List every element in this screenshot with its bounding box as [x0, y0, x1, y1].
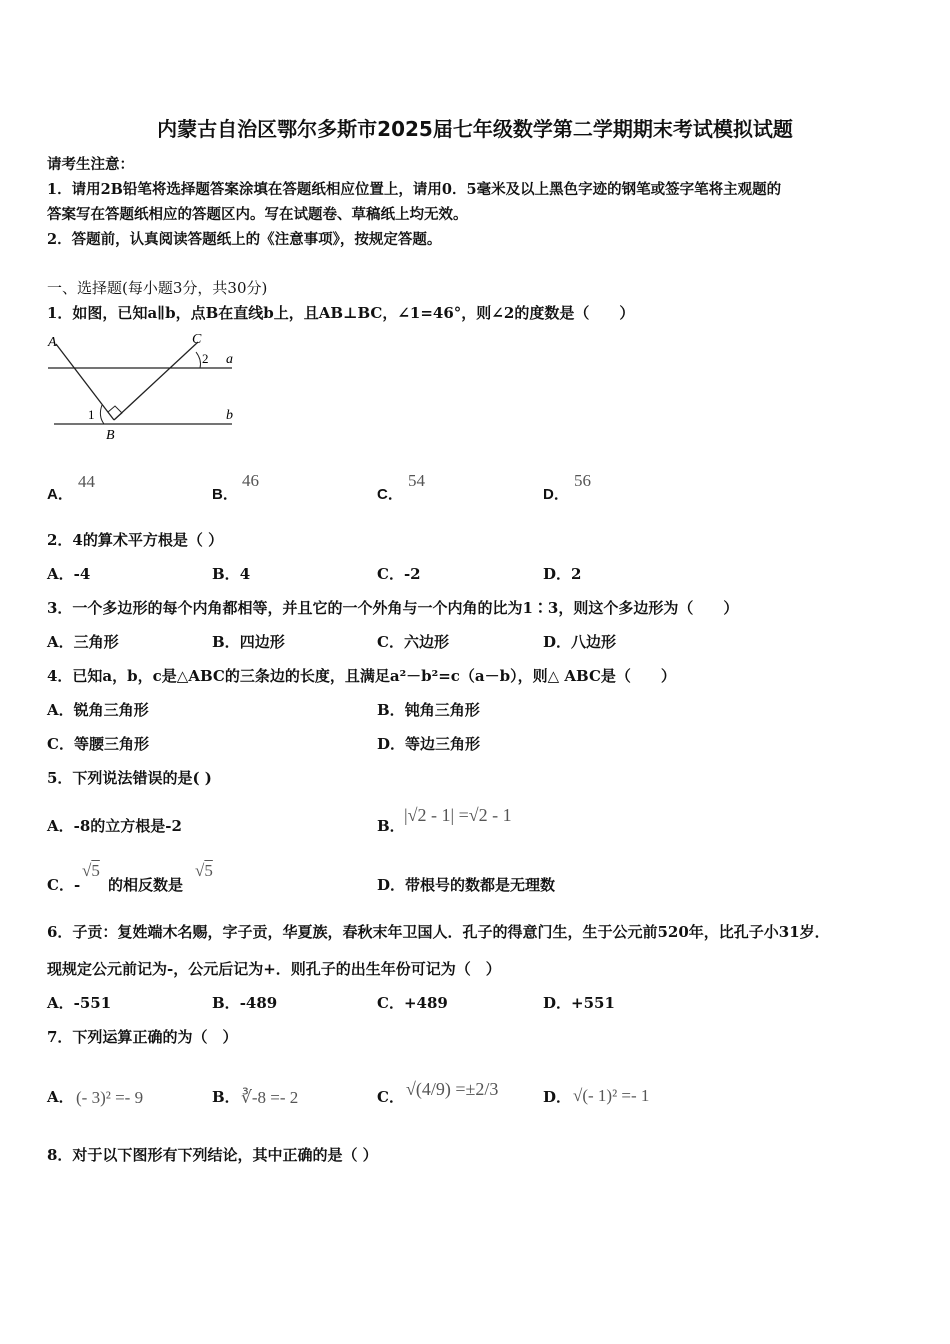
- q4-option-d[interactable]: [377, 733, 480, 754]
- q5-option-a-value: -8的立方根是-2: [73, 817, 182, 835]
- q1-option-c[interactable]: [377, 483, 403, 504]
- q4-option-b-label: B．: [377, 701, 405, 719]
- q5-option-c-label: C．: [47, 876, 74, 894]
- question-2-text: 2．4的算术平方根是（ ）: [47, 531, 224, 549]
- notice-line-2: 答案写在答题纸相应的答题区内。写在试题卷、草稿纸上均无效。: [47, 206, 468, 223]
- q4-option-d-label: D．: [377, 735, 406, 753]
- q7-option-a-label: A．: [47, 1088, 74, 1106]
- q2-option-a-value: -4: [73, 565, 91, 583]
- q6-option-b-value: -489: [239, 994, 278, 1012]
- q6-option-c-label: C．: [377, 994, 404, 1012]
- q6-option-c-value: +489: [403, 994, 448, 1012]
- q5-option-c-radical: √5: [82, 861, 100, 880]
- label-C: C: [192, 332, 202, 347]
- q3-option-a-label: A．: [47, 633, 74, 651]
- q1-option-a-value: 44: [78, 472, 95, 491]
- question-5-text: 5．下列说法错误的是( ): [47, 769, 212, 787]
- q3-option-c-value: 六边形: [403, 633, 449, 651]
- q5-option-b[interactable]: [377, 815, 405, 836]
- q1-option-d[interactable]: [543, 483, 569, 504]
- notice-heading: 请考生注意：: [47, 156, 134, 173]
- q2-option-a-label: A．: [47, 565, 74, 583]
- page-title: 内蒙古自治区鄂尔多斯市2025届七年级数学第二学期期末考试模拟试题: [157, 117, 793, 141]
- q7-option-c-math: √(4/9) =±2/3: [406, 1079, 499, 1099]
- q7-option-b-math: ∛-8 =- 2: [241, 1088, 299, 1107]
- q6-option-a[interactable]: [47, 992, 111, 1013]
- q5-option-c-radicand: 5: [91, 861, 100, 880]
- q5-option-c-pre: -: [73, 876, 81, 894]
- q1-option-d-label: D．: [543, 486, 569, 503]
- q6-option-d-label: D．: [543, 994, 572, 1012]
- q3-option-b-value: 四边形: [239, 633, 285, 651]
- q1-option-b-label: B．: [212, 486, 238, 503]
- q1-option-c-value: 54: [408, 471, 425, 490]
- q3-option-a[interactable]: [47, 631, 119, 652]
- q7-option-c-label: C．: [377, 1088, 404, 1106]
- label-angle-1: 1: [88, 407, 95, 422]
- q2-option-c-value: -2: [403, 565, 421, 583]
- q7-option-d-label: D．: [543, 1088, 572, 1106]
- section-heading: 一、选择题(每小题3分，共30分): [47, 279, 268, 297]
- q5-option-c[interactable]: [47, 874, 80, 895]
- q3-option-d-value: 八边形: [571, 633, 617, 651]
- q1-option-b-value: 46: [242, 471, 259, 490]
- q4-option-b-value: 钝角三角形: [404, 701, 480, 719]
- q5-option-c-radical-2: √5: [195, 861, 213, 880]
- label-B: B: [106, 428, 115, 443]
- q5-option-d[interactable]: [377, 874, 555, 895]
- q2-option-a[interactable]: [47, 563, 90, 584]
- notice-line-3: 2．答题前，认真阅读答题纸上的《注意事项》，按规定答题。: [47, 231, 442, 248]
- q3-option-c-label: C．: [377, 633, 404, 651]
- q3-option-d[interactable]: [543, 631, 616, 652]
- q1-option-c-label: C．: [377, 486, 403, 503]
- label-A: A: [48, 335, 57, 350]
- q3-option-b-label: B．: [212, 633, 240, 651]
- q2-option-c[interactable]: [377, 563, 421, 584]
- question-7-text: 7．下列运算正确的为（ ）: [47, 1028, 238, 1046]
- q4-option-c[interactable]: [47, 733, 149, 754]
- q5-option-b-label: B．: [377, 817, 405, 835]
- label-a: a: [226, 352, 233, 367]
- q6-option-a-label: A．: [47, 994, 74, 1012]
- q7-option-b[interactable]: [212, 1086, 240, 1107]
- q2-option-c-label: C．: [377, 565, 404, 583]
- q1-option-a[interactable]: [47, 483, 73, 504]
- label-angle-2: 2: [202, 351, 209, 366]
- question-3-text: 3．一个多边形的每个内角都相等，并且它的一个外角与一个内角的比为1∶3，则这个多边形为（ ）: [47, 599, 739, 617]
- angle-2-arc: [196, 352, 201, 368]
- q3-option-a-value: 三角形: [73, 633, 119, 651]
- question-8-text: 8．对于以下图形有下列结论，其中正确的是（ ）: [47, 1146, 378, 1164]
- q4-option-d-value: 等边三角形: [405, 735, 481, 753]
- q3-option-b[interactable]: [212, 631, 285, 652]
- q4-option-a[interactable]: [47, 699, 149, 720]
- question-1-figure: [44, 330, 244, 445]
- question-6-line-2: 现规定公元前记为-，公元后记为+．则孔子的出生年份可记为（ ）: [47, 960, 501, 978]
- q6-option-a-value: -551: [73, 994, 112, 1012]
- angle-1-arc: [100, 405, 104, 424]
- q4-option-b[interactable]: [377, 699, 480, 720]
- q4-option-a-label: A．: [47, 701, 74, 719]
- q2-option-b[interactable]: [212, 563, 250, 584]
- q1-option-b[interactable]: [212, 483, 238, 504]
- q6-option-b-label: B．: [212, 994, 240, 1012]
- q5-option-c-mid: 的相反数是: [108, 876, 184, 894]
- label-b: b: [226, 408, 233, 423]
- q2-option-b-label: B．: [212, 565, 240, 583]
- q7-option-b-label: B．: [212, 1088, 240, 1106]
- q4-option-c-value: 等腰三角形: [73, 735, 149, 753]
- q6-option-d-value: +551: [571, 994, 615, 1012]
- notice-line-1: 1．请用2B铅笔将选择题答案涂填在答题纸相应位置上，请用0．5毫米及以上黑色字迹的钢笔或签字笔将主观题的: [47, 181, 782, 198]
- right-angle-mark: [108, 406, 122, 419]
- q7-option-d[interactable]: [543, 1086, 571, 1107]
- q1-option-d-value: 56: [574, 471, 591, 490]
- q6-option-b[interactable]: [212, 992, 277, 1013]
- q7-option-d-math: √(- 1)² =- 1: [573, 1086, 650, 1105]
- question-4-text: 4．已知a，b，c是△ABC的三条边的长度，且满足a²－b²=c（a－b），则△ ABC是（ ）: [47, 667, 676, 685]
- segment-AB: [56, 344, 114, 420]
- q5-option-b-math: |√2 - 1| =√2 - 1: [404, 805, 512, 825]
- q5-option-d-label: D．: [377, 876, 406, 894]
- question-6-line-1: 6．子贡：复姓端木名赐，字子贡，华夏族，春秋末年卫国人．孔子的得意门生，生于公元前520年，比孔子小31岁．: [47, 923, 830, 941]
- q6-option-c[interactable]: [377, 992, 448, 1013]
- q4-option-c-label: C．: [47, 735, 74, 753]
- q2-option-d[interactable]: [543, 563, 581, 584]
- q2-option-d-label: D．: [543, 565, 572, 583]
- q3-option-c[interactable]: [377, 631, 449, 652]
- q5-option-a[interactable]: [47, 815, 182, 836]
- q2-option-b-value: 4: [239, 565, 251, 583]
- q4-option-a-value: 锐角三角形: [73, 701, 149, 719]
- q7-option-a[interactable]: [47, 1086, 74, 1107]
- q7-option-a-math: (- 3)² =- 9: [76, 1088, 144, 1107]
- q7-option-c[interactable]: [377, 1086, 404, 1107]
- question-1-text: 1．如图，已知a∥b，点B在直线b上，且AB⊥BC，∠1=46°，则∠2的度数是（ ）: [47, 304, 635, 322]
- q3-option-d-label: D．: [543, 633, 572, 651]
- q5-option-a-label: A．: [47, 817, 74, 835]
- q2-option-d-value: 2: [571, 565, 582, 583]
- q1-option-a-label: A．: [47, 486, 73, 503]
- q5-option-c-radicand-2: 5: [204, 861, 213, 880]
- segment-BC: [114, 342, 198, 420]
- q6-option-d[interactable]: [543, 992, 615, 1013]
- q5-option-d-value: 带根号的数都是无理数: [405, 876, 556, 894]
